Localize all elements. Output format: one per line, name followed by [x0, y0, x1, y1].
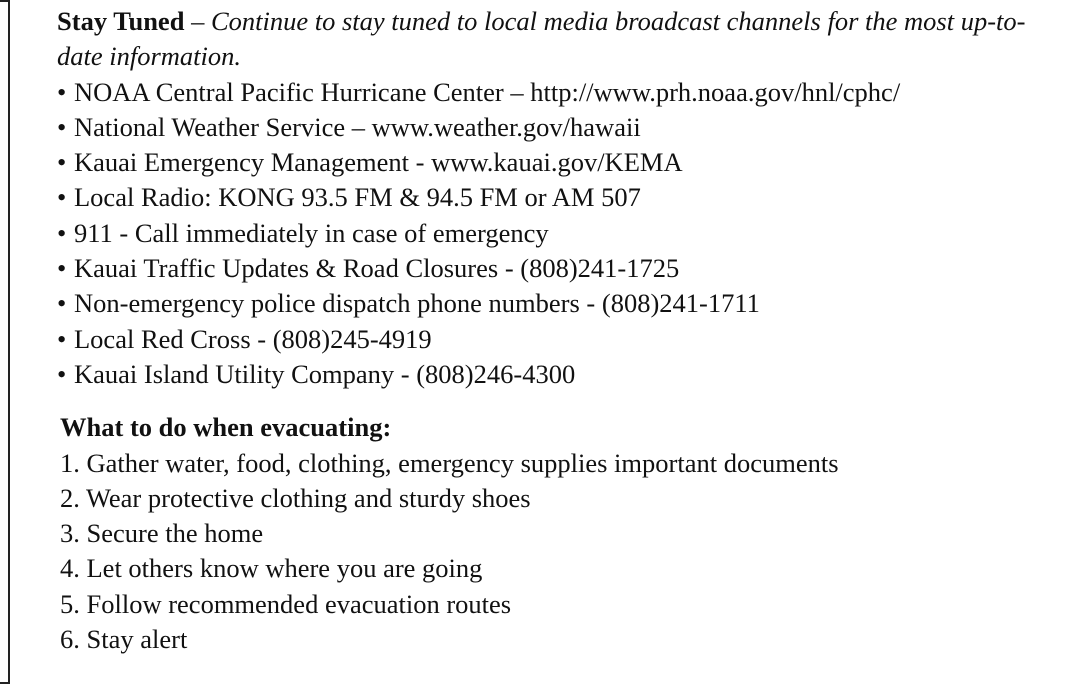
evacuation-step: 5. Follow recommended evacuation routes [60, 588, 512, 619]
resource-item-emergency-management [57, 145, 1067, 180]
resource-item-utility-company [57, 357, 1067, 392]
resource-item-local-radio [57, 180, 1067, 215]
stay-tuned-description: Continue to stay tuned to local media broadcast channels for the most up-to-date information [57, 6, 1026, 72]
bullet-icon: • [57, 323, 67, 354]
resource-text: NOAA Central Pacific Hurricane Center – http://www.prh.noaa.gov/hnl/cphc/ [74, 76, 901, 107]
resource-item-noaa [57, 75, 1067, 110]
bullet-icon: • [57, 288, 67, 319]
resource-item-police-dispatch [57, 286, 1067, 321]
resource-text: Kauai Emergency Management - www.kauai.gov/KEMA [74, 147, 683, 178]
bullet-icon: • [57, 76, 67, 107]
resource-item-911 [57, 216, 1067, 251]
resource-text: Kauai Traffic Updates & Road Closures - (808)241-1725 [74, 253, 680, 284]
stay-tuned-period: . [234, 41, 242, 72]
stay-tuned-paragraph [57, 4, 1067, 75]
evacuation-step: 6. Stay alert [60, 624, 188, 655]
evacuation-steps-list [57, 446, 1067, 658]
resource-text: Kauai Island Utility Company - (808)246-4300 [74, 358, 576, 389]
evacuation-step: 4. Let others know where you are going [60, 553, 483, 584]
bullet-icon: • [57, 147, 67, 178]
resource-text: Local Red Cross - (808)245-4919 [74, 323, 432, 354]
resource-text: National Weather Service – www.weather.gov/hawaii [74, 111, 641, 142]
bullet-icon: • [57, 358, 67, 389]
bullet-icon: • [57, 217, 67, 248]
content-block [57, 4, 1067, 657]
resource-item-red-cross [57, 322, 1067, 357]
stay-tuned-dash: – [184, 6, 211, 36]
evacuation-step: 1. Gather water, food, clothing, emergency supplies important documents [60, 447, 839, 478]
stay-tuned-label: Stay Tuned [57, 6, 185, 36]
bullet-icon: • [57, 111, 67, 142]
evacuation-step: 2. Wear protective clothing and sturdy shoes [60, 482, 531, 513]
left-bracket-border [0, 0, 10, 684]
resource-text: 911 - Call immediately in case of emergency [74, 217, 549, 248]
evacuation-step: 3. Secure the home [60, 518, 264, 549]
resource-text: Local Radio: KONG 93.5 FM & 94.5 FM or AM 507 [74, 182, 641, 213]
resource-text: Non-emergency police dispatch phone numbers - (808)241-1711 [74, 288, 760, 319]
bullet-icon: • [57, 182, 67, 213]
resource-item-weather-service [57, 110, 1067, 145]
resource-item-traffic-updates [57, 251, 1067, 286]
bullet-icon: • [57, 253, 67, 284]
resource-list [57, 75, 1067, 393]
evacuation-heading: What to do when evacuating: [60, 412, 392, 443]
